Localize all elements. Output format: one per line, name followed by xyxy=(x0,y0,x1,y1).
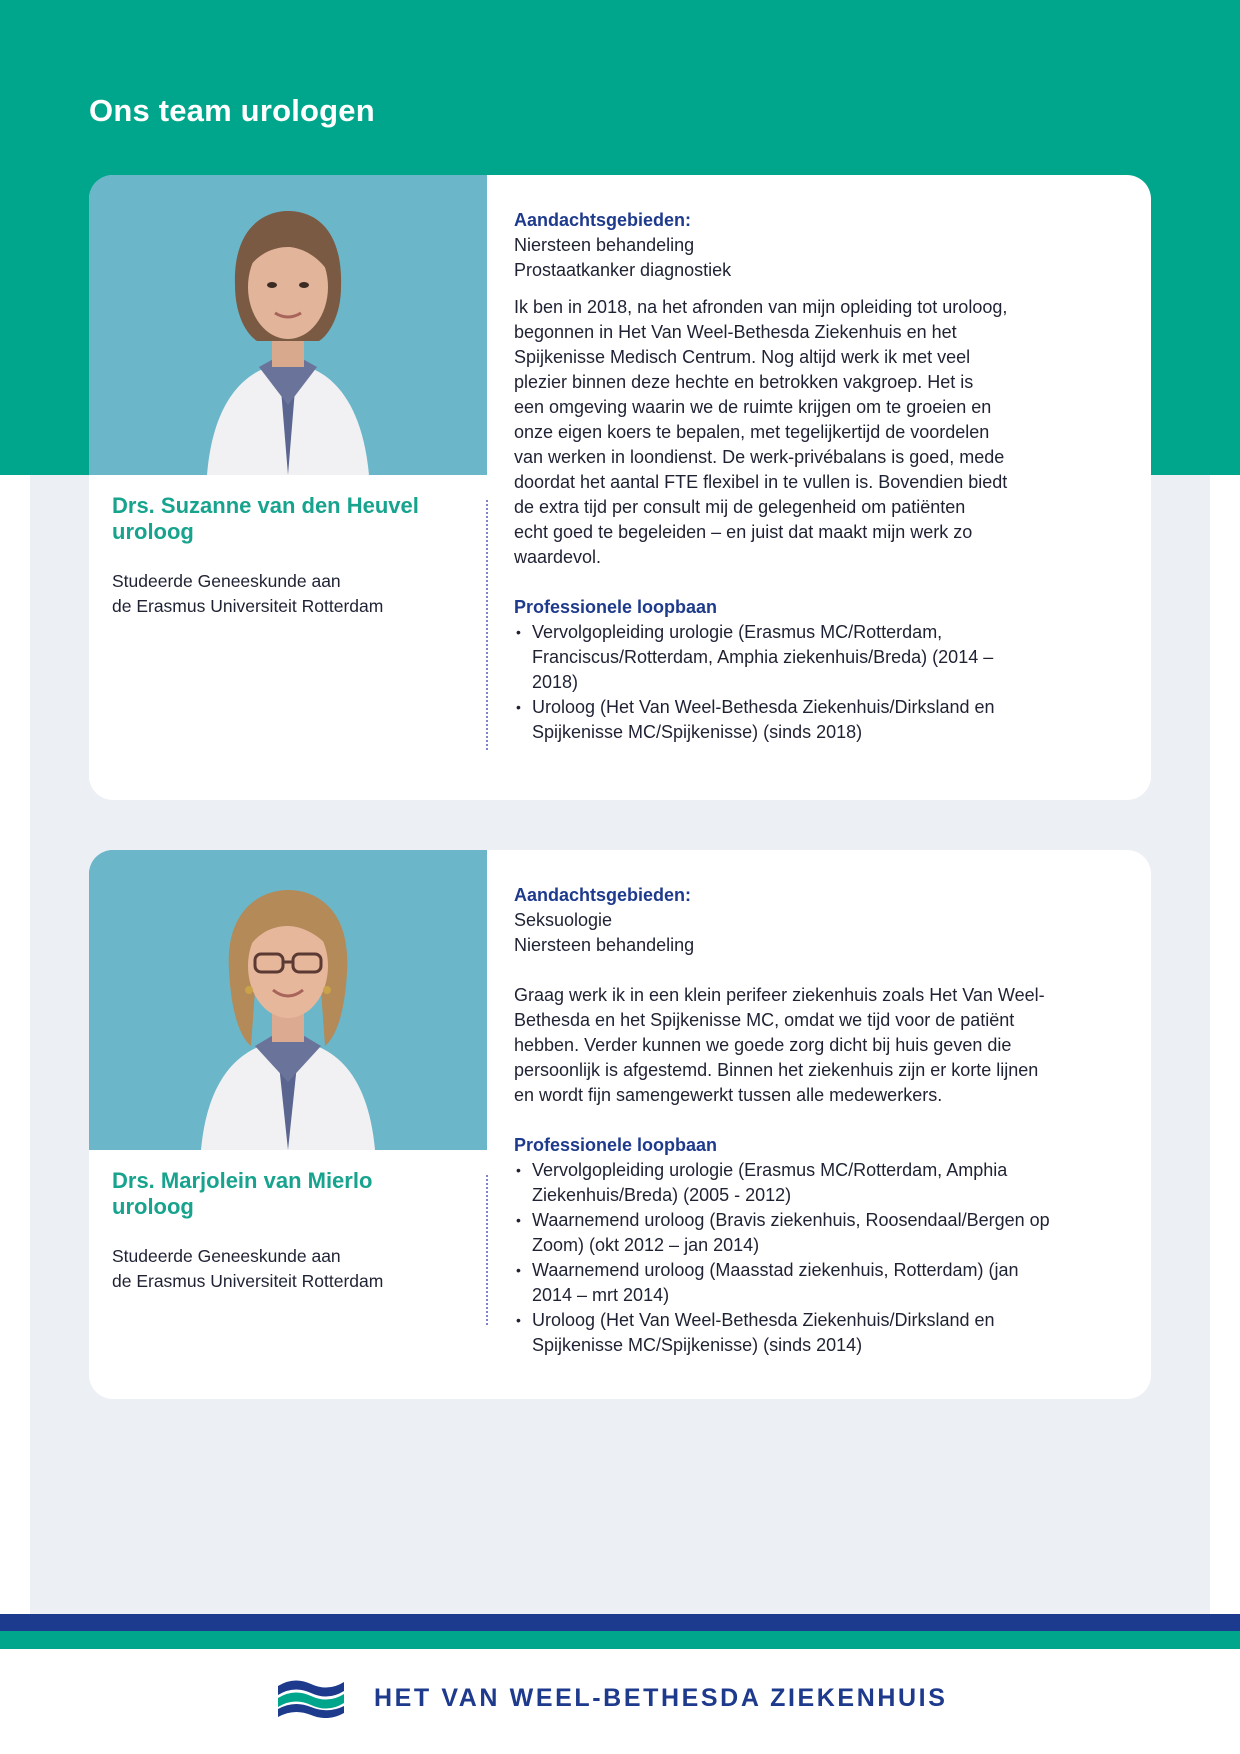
dotted-divider xyxy=(486,1175,488,1325)
career-line: • Vervolgopleiding urologie (Erasmus MC/Rotterdam, xyxy=(532,622,943,642)
doctor-summary xyxy=(112,1168,462,1294)
doctor-name: Drs. Marjolein van Mierlo xyxy=(112,1168,373,1193)
doctor-details xyxy=(514,208,1129,745)
career-line: Spijkenisse MC/Spijkenisse) (sinds 2018) xyxy=(532,722,863,742)
career-item xyxy=(514,1308,1129,1358)
career-item xyxy=(514,1258,1129,1308)
footer-stripe-blue xyxy=(0,1614,1240,1631)
career-line: 2014 – mrt 2014) xyxy=(532,1285,670,1305)
bio-line: Graag werk ik in een klein perifeer ziekenhuis zoals Het Van Weel- xyxy=(514,985,1045,1005)
bio-line: waardevol. xyxy=(514,547,602,567)
bio-line: van werken in loondienst. De werk-privébalans is goed, mede xyxy=(514,447,1005,467)
career-line: Spijkenisse MC/Spijkenisse) (sinds 2014) xyxy=(532,1335,863,1355)
career-line: • Waarnemend uroloog (Bravis ziekenhuis, Roosendaal/Bergen op xyxy=(532,1210,1050,1230)
bio-line: begonnen in Het Van Weel-Bethesda Ziekenhuis en het xyxy=(514,322,957,342)
bio-paragraph xyxy=(514,295,1129,570)
education-line: Studeerde Geneeskunde aan xyxy=(112,571,341,591)
focus-area: Prostaatkanker diagnostiek xyxy=(514,260,732,280)
doctor-role: uroloog xyxy=(112,1194,194,1219)
career-item xyxy=(514,620,1129,695)
career-line: • Waarnemend uroloog (Maasstad ziekenhuis, Rotterdam) (jan xyxy=(532,1260,1019,1280)
career-list xyxy=(514,620,1129,745)
bio-line: een omgeving waarin we de ruimte krijgen om te groeien en xyxy=(514,397,992,417)
career-line: Franciscus/Rotterdam, Amphia ziekenhuis/Breda) (2014 – xyxy=(532,647,994,667)
bio-line: onze eigen koers te bepalen, met tegelijkertijd de voordelen xyxy=(514,422,990,442)
career-item xyxy=(514,1208,1129,1258)
education-line: Studeerde Geneeskunde aan xyxy=(112,1246,341,1266)
doctor-portrait-photo xyxy=(89,850,487,1150)
career-heading: Professionele loopbaan xyxy=(514,597,718,617)
doctor-portrait-photo xyxy=(89,175,487,475)
career-line: • Uroloog (Het Van Weel-Bethesda Ziekenhuis/Dirksland en xyxy=(532,1310,995,1330)
footer-stripe-green xyxy=(0,1631,1240,1649)
dotted-divider xyxy=(486,500,488,750)
education-line: de Erasmus Universiteit Rotterdam xyxy=(112,1271,384,1291)
education-line: de Erasmus Universiteit Rotterdam xyxy=(112,596,384,616)
bio-line: Spijkenisse Medisch Centrum. Nog altijd werk ik met veel xyxy=(514,347,971,367)
doctor-name: Drs. Suzanne van den Heuvel xyxy=(112,493,419,518)
career-line: 2018) xyxy=(532,672,579,692)
doctor-details xyxy=(514,883,1129,1358)
focus-heading: Aandachtsgebieden: xyxy=(514,885,692,905)
bio-line: hebben. Verder kunnen we goede zorg dicht bij huis geven die xyxy=(514,1035,1012,1055)
doctor-role: uroloog xyxy=(112,519,194,544)
bio-line: Ik ben in 2018, na het afronden van mijn opleiding tot uroloog, xyxy=(514,297,1008,317)
career-heading: Professionele loopbaan xyxy=(514,1135,718,1155)
career-item xyxy=(514,695,1129,745)
bio-line: en wordt fijn samengewerkt tussen alle medewerkers. xyxy=(514,1085,943,1105)
career-line: Ziekenhuis/Breda) (2005 - 2012) xyxy=(532,1185,792,1205)
career-line: • Uroloog (Het Van Weel-Bethesda Ziekenhuis/Dirksland en xyxy=(532,697,995,717)
bio-line: echt goed te begeleiden – en juist dat maakt mijn werk zo xyxy=(514,522,973,542)
focus-area: Niersteen behandeling xyxy=(514,235,695,255)
portrait-illustration xyxy=(89,175,487,475)
focus-area: Seksuologie xyxy=(514,910,613,930)
bio-line: Bethesda en het Spijkenisse MC, omdat we tijd voor de patiënt xyxy=(514,1010,1015,1030)
waves-logo-icon xyxy=(276,1676,346,1718)
bio-line: persoonlijk is afgestemd. Binnen het ziekenhuis zijn er korte lijnen xyxy=(514,1060,1039,1080)
focus-heading: Aandachtsgebieden: xyxy=(514,210,692,230)
focus-area: Niersteen behandeling xyxy=(514,935,695,955)
doctor-card xyxy=(89,850,1151,1399)
bio-line: doordat het aantal FTE flexibel in te vullen is. Bovendien biedt xyxy=(514,472,1008,492)
career-line: Zoom) (okt 2012 – jan 2014) xyxy=(532,1235,760,1255)
doctor-summary xyxy=(112,493,462,619)
career-item xyxy=(514,1158,1129,1208)
bio-line: de extra tijd per consult mij de gelegenheid om patiënten xyxy=(514,497,966,517)
bio-paragraph xyxy=(514,983,1129,1108)
doctor-education xyxy=(112,569,462,619)
bio-line: plezier binnen deze hechte en betrokken vakgroep. Het is xyxy=(514,372,974,392)
page-title: Ons team urologen xyxy=(89,93,375,128)
career-line: • Vervolgopleiding urologie (Erasmus MC/Rotterdam, Amphia xyxy=(532,1160,1008,1180)
doctor-card xyxy=(89,175,1151,800)
career-list xyxy=(514,1158,1129,1358)
hospital-name: HET VAN WEEL-BETHESDA ZIEKENHUIS xyxy=(374,1684,948,1712)
portrait-illustration xyxy=(89,850,487,1150)
doctor-education xyxy=(112,1244,462,1294)
